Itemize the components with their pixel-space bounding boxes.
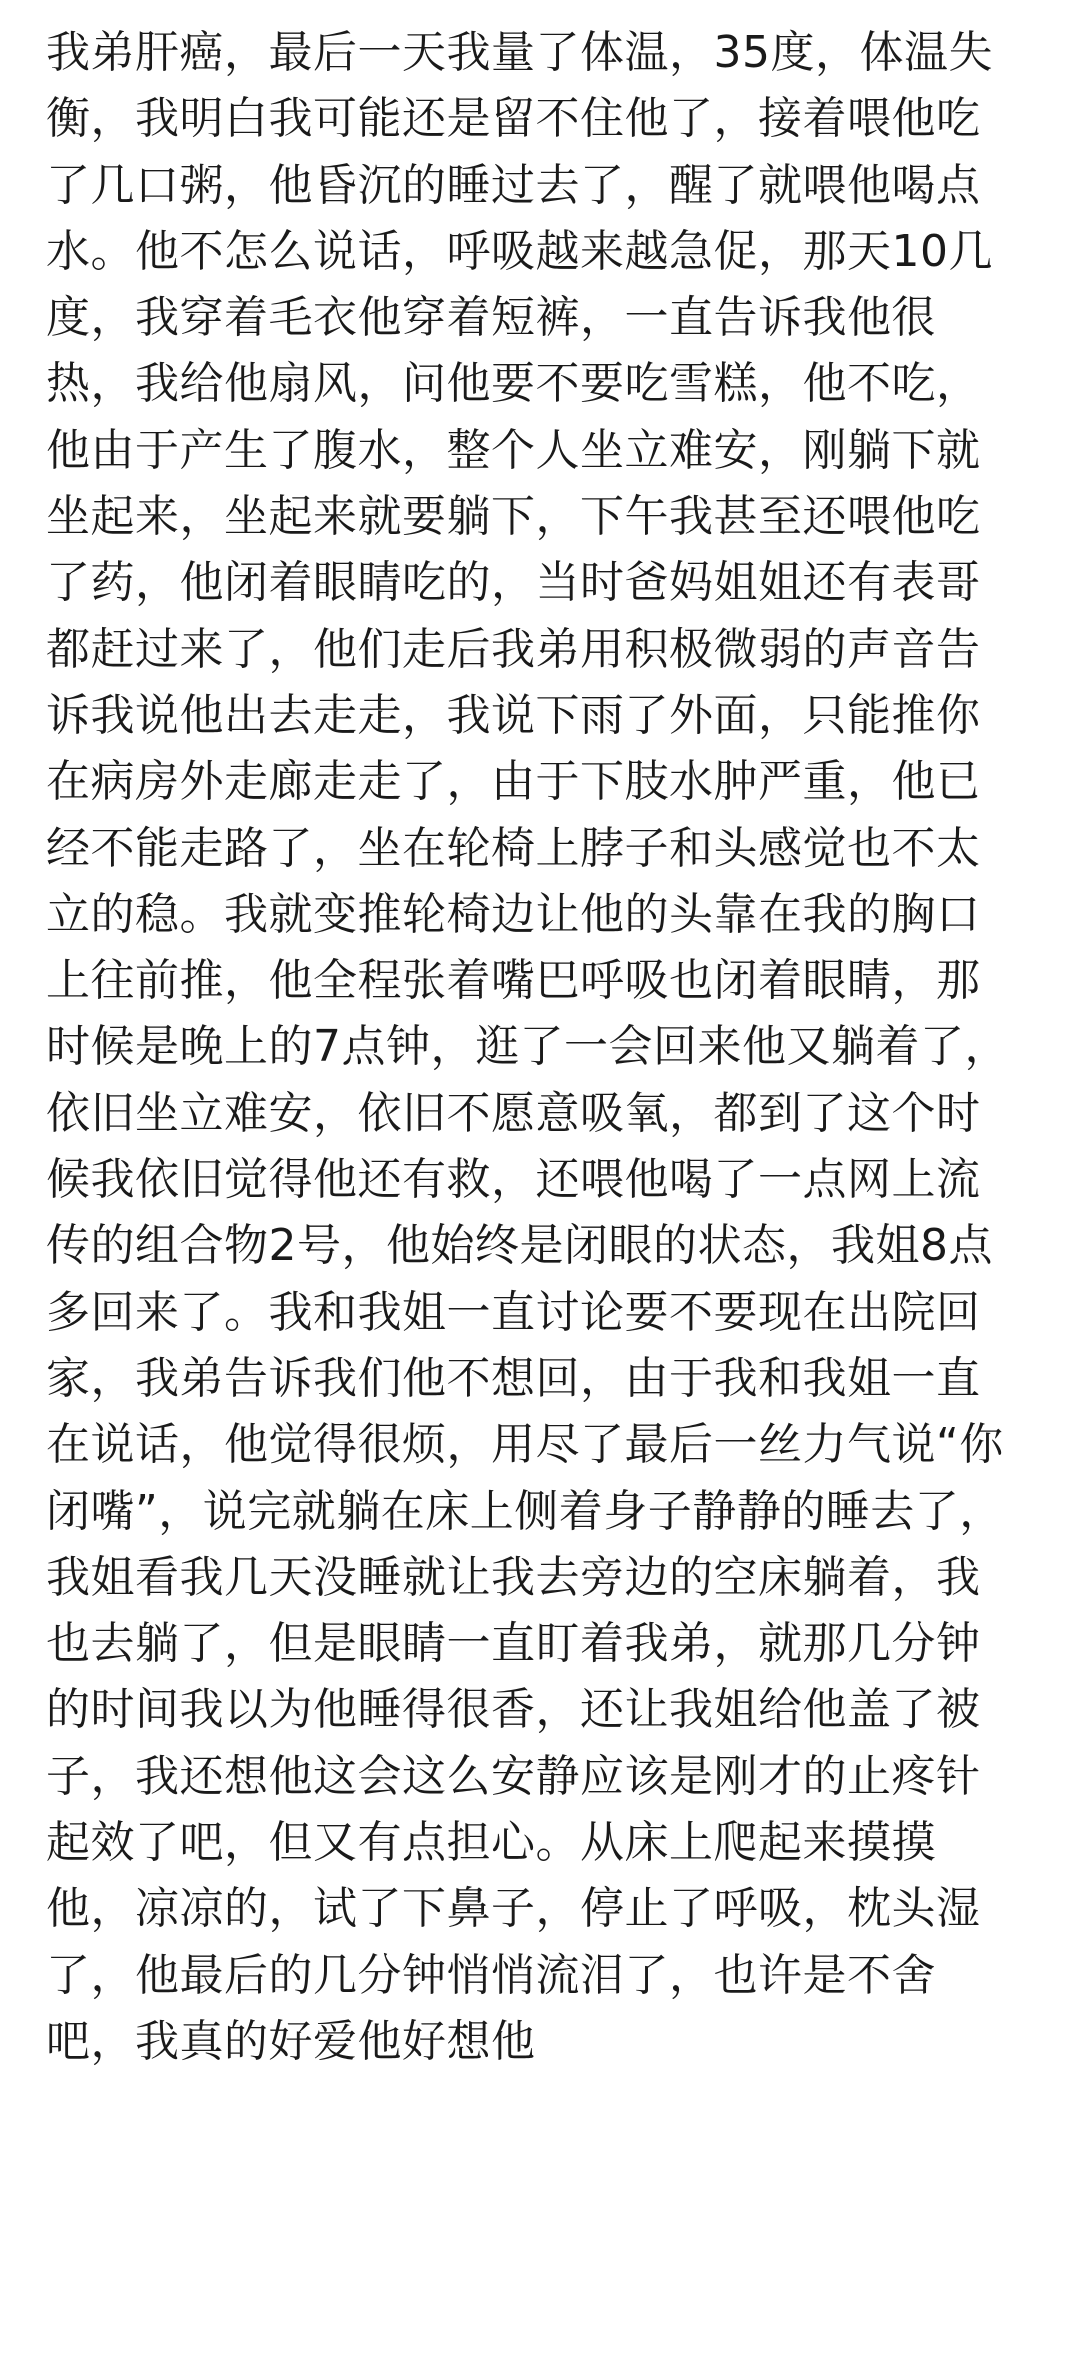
text-line: 经不能走路了，坐在轮椅上脖子和头感觉也不太 (46, 822, 981, 874)
text-line: 时候是晚上的7点钟，逛了一会回来他又躺着了， (46, 1021, 1009, 1073)
text-line: 我姐看我几天没睡就让我去旁边的空床躺着，我 (46, 1551, 981, 1603)
text-line: 也去躺了，但是眼睛一直盯着我弟，就那几分钟 (46, 1618, 981, 1670)
text-line: 立的稳。我就变推轮椅边让他的头靠在我的胸口 (46, 888, 981, 940)
text-line: 子，我还想他这会这么安静应该是刚才的止疼针 (46, 1750, 981, 1802)
text-line: 他由于产生了腹水，整个人坐立难安，刚躺下就 (46, 424, 981, 476)
text-line: 了，他最后的几分钟悄悄流泪了，也许是不舍 (46, 1949, 936, 2001)
text-line: 坐起来，坐起来就要躺下，下午我甚至还喂他吃 (46, 491, 981, 543)
text-line: 衡，我明白我可能还是留不住他了，接着喂他吃 (46, 93, 981, 145)
text-line: 诉我说他出去走走，我说下雨了外面，只能推你 (46, 689, 981, 741)
text-line: 我弟肝癌，最后一天我量了体温，35度，体温失 (46, 27, 993, 78)
text-line: 都赶过来了，他们走后我弟用积极微弱的声音告 (46, 623, 981, 675)
text-line: 上往前推，他全程张着嘴巴呼吸也闭着眼睛，那 (46, 955, 981, 1007)
text-line: 起效了吧，但又有点担心。从床上爬起来摸摸 (46, 1817, 936, 1869)
text-line: 候我依旧觉得他还有救，还喂他喝了一点网上流 (46, 1154, 981, 1206)
text-line: 了药，他闭着眼睛吃的，当时爸妈姐姐还有表哥 (46, 557, 981, 609)
text-line: 的时间我以为他睡得很香，还让我姐给他盖了被 (46, 1684, 981, 1736)
text-line: 度，我穿着毛衣他穿着短裤，一直告诉我他很 (46, 292, 936, 344)
text-line: 他，凉凉的，试了下鼻子，停止了呼吸，枕头湿 (46, 1883, 981, 1935)
text-line: 在说话，他觉得很烦，用尽了最后一丝力气说“你 (46, 1419, 1004, 1471)
text-line: 多回来了。我和我姐一直讨论要不要现在出院回 (46, 1286, 981, 1338)
text-line: 家，我弟告诉我们他不想回，由于我和我姐一直 (46, 1352, 981, 1404)
post-body (46, 20, 1046, 2075)
text-line: 在病房外走廊走走了，由于下肢水肿严重，他已 (46, 756, 981, 808)
text-line: 水。他不怎么说话，呼吸越来越急促，那天10几 (46, 225, 993, 277)
text-line: 了几口粥，他昏沉的睡过去了，醒了就喂他喝点 (46, 159, 981, 211)
text-line: 传的组合物2号，他始终是闭眼的状态，我姐8点 (46, 1220, 993, 1272)
text-line: 闭嘴”，说完就躺在床上侧着身子静静的睡去了， (46, 1485, 1004, 1537)
text-line: 依旧坐立难安，依旧不愿意吸氧，都到了这个时 (46, 1087, 981, 1139)
text-line: 吧，我真的好爱他好想他 (46, 2015, 536, 2067)
text-line: 热，我给他扇风，问他要不要吃雪糕，他不吃， (46, 358, 981, 410)
